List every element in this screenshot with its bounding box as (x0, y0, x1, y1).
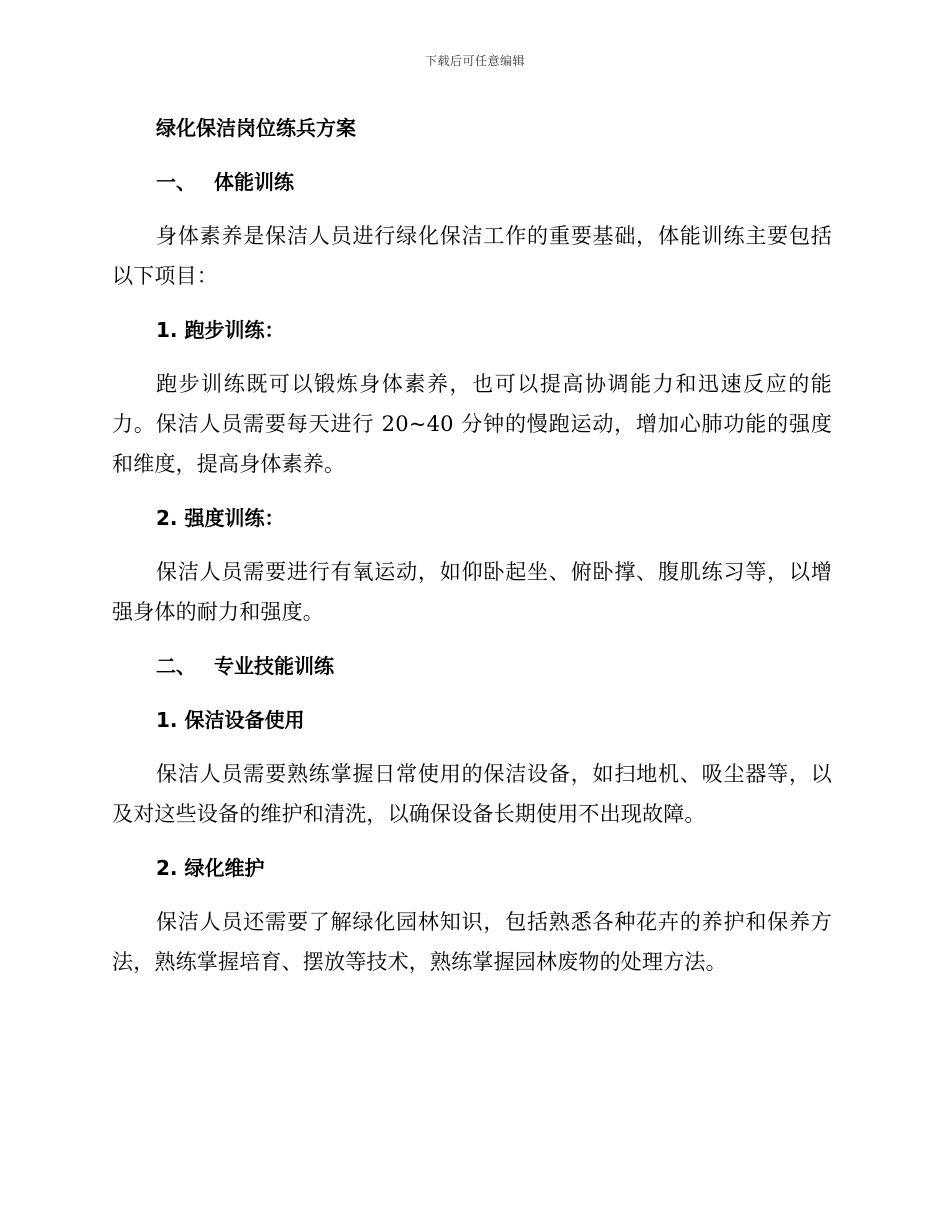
subsection-heading-strength: 2. 强度训练： (156, 506, 285, 530)
subsection-text-greening: 保洁人员还需要了解绿化园林知识，包括熟悉各种花卉的养护和保养方法，熟练掌握培育、摆放等技术，熟练掌握园林废物的处理方法。 (112, 910, 832, 974)
subsection-text-running: 跑步训练既可以锻炼身体素养，也可以提高协调能力和迅速反应的能力。保洁人员需要每天进行 20~40 分钟的慢跑运动，增加心肺功能的强度和维度，提高身体素养。 (112, 372, 832, 476)
section-title-2: 专业技能训练 (214, 654, 334, 678)
subsection-heading-greening: 2. 绿化维护 (156, 856, 265, 880)
document-title: 绿化保洁岗位练兵方案 (156, 116, 356, 140)
subsection-heading-equipment: 1. 保洁设备使用 (156, 708, 305, 732)
subsection-text-equipment: 保洁人员需要熟练掌握日常使用的保洁设备，如扫地机、吸尘器等，以及对这些设备的维护和清洗，以确保设备长期使用不出现故障。 (112, 762, 832, 826)
section-number-1: 一、 (156, 170, 196, 194)
page-header: 下载后可任意编辑 (424, 54, 525, 68)
section-heading-1 (112, 162, 832, 202)
subsection-text-strength: 保洁人员需要进行有氧运动，如仰卧起坐、俯卧撑、腹肌练习等，以增强身体的耐力和强度。 (112, 560, 832, 624)
section-title-1: 体能训练 (214, 170, 294, 194)
document-body (112, 108, 832, 996)
subsection-heading-running: 1. 跑步训练： (156, 318, 285, 342)
section-number-2: 二、 (156, 654, 196, 678)
section-heading-2 (112, 646, 832, 686)
section-1-intro: 身体素养是保洁人员进行绿化保洁工作的重要基础，体能训练主要包括以下项目： (112, 224, 832, 288)
